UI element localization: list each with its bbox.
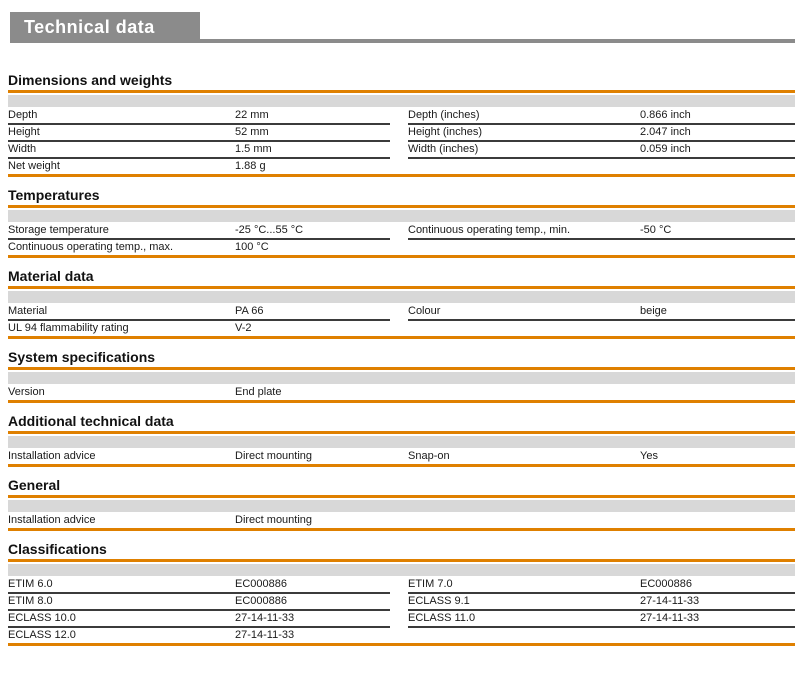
spec-row [8, 125, 390, 142]
spec-value: -50 °C [640, 224, 672, 236]
spec-value: beige [640, 305, 667, 317]
section-material-data [8, 268, 795, 339]
spec-row [8, 594, 390, 611]
spec-row [8, 321, 390, 336]
spec-label: Net weight [8, 160, 60, 172]
spec-label: UL 94 flammability rating [8, 322, 129, 334]
spec-label: Storage temperature [8, 224, 109, 236]
spec-table-right [408, 304, 795, 336]
section-title: Temperatures [8, 187, 100, 203]
spec-value: 0.059 inch [640, 143, 691, 155]
spec-table-right [408, 108, 795, 174]
spec-row [8, 159, 390, 174]
spec-row [8, 628, 390, 643]
spec-row [408, 108, 795, 125]
spec-value: 27-14-11-33 [640, 612, 700, 624]
spec-label: Depth [8, 109, 38, 121]
spec-table-left [8, 108, 390, 174]
spec-row [8, 513, 390, 528]
spec-row [8, 385, 390, 400]
spec-value: End plate [235, 386, 282, 398]
spec-row [8, 108, 390, 125]
spec-row [408, 594, 795, 611]
spec-label: ECLASS 10.0 [8, 612, 76, 624]
section-title-rule [8, 286, 795, 289]
section-end-rule [8, 174, 795, 177]
spec-row [8, 142, 390, 159]
spec-row [8, 223, 390, 240]
spec-row [8, 240, 390, 255]
spec-value: 27-14-11-33 [235, 629, 295, 641]
spec-row [408, 611, 795, 628]
spec-label: Installation advice [8, 514, 96, 526]
spec-value: -25 °C...55 °C [235, 224, 304, 236]
spec-columns [8, 304, 795, 336]
spec-row [8, 449, 390, 464]
section-title: Dimensions and weights [8, 72, 173, 88]
spec-label: ECLASS 9.1 [408, 595, 470, 607]
spec-table-left [8, 304, 390, 336]
spec-label: ETIM 7.0 [408, 578, 453, 590]
spec-label: Continuous operating temp., min. [408, 224, 571, 236]
spec-table-left [8, 385, 390, 400]
spec-value: EC000886 [235, 595, 287, 607]
spec-label: ETIM 6.0 [8, 578, 53, 590]
section-header-band [8, 210, 795, 222]
spec-table-right [408, 449, 795, 464]
section-general [8, 477, 795, 531]
spec-value: 52 mm [235, 126, 269, 138]
spec-row [408, 125, 795, 142]
spec-label: Material [8, 305, 48, 317]
title-underline-rule [200, 39, 795, 43]
spec-label: Height (inches) [408, 126, 482, 138]
spec-table-left [8, 577, 390, 643]
spec-value: 1.88 g [235, 160, 266, 172]
section-system-specifications [8, 349, 795, 403]
sections [8, 72, 795, 646]
section-title-rule [8, 367, 795, 370]
spec-table-right [408, 223, 795, 255]
section-title: Material data [8, 268, 94, 284]
spec-row [8, 577, 390, 594]
section-title-rule [8, 205, 795, 208]
spec-label: Width [8, 143, 37, 155]
spec-row [8, 611, 390, 628]
section-title: General [8, 477, 61, 493]
section-header-band [8, 436, 795, 448]
spec-label: Continuous operating temp., max. [8, 241, 174, 253]
spec-label: Width (inches) [408, 143, 479, 155]
spec-row [408, 449, 795, 464]
spec-value: 27-14-11-33 [235, 612, 295, 624]
spec-value: V-2 [235, 322, 252, 334]
spec-row [408, 223, 795, 240]
section-temperatures [8, 187, 795, 258]
section-end-rule [8, 464, 795, 467]
section-title-rule [8, 495, 795, 498]
spec-row [8, 304, 390, 321]
section-dimensions-and-weights [8, 72, 795, 177]
spec-value: 0.866 inch [640, 109, 691, 121]
spec-value: Direct mounting [235, 450, 313, 462]
section-end-rule [8, 336, 795, 339]
spec-label: ECLASS 11.0 [408, 612, 476, 624]
section-header-band [8, 372, 795, 384]
spec-row [408, 304, 795, 321]
spec-columns [8, 385, 795, 400]
section-title: Classifications [8, 541, 107, 557]
spec-label: ETIM 8.0 [8, 595, 53, 607]
spec-label: Depth (inches) [408, 109, 480, 121]
spec-columns [8, 449, 795, 464]
spec-table-right [408, 513, 795, 528]
spec-value: 1.5 mm [235, 143, 272, 155]
spec-columns [8, 108, 795, 174]
spec-value: 2.047 inch [640, 126, 691, 138]
section-header-band [8, 95, 795, 107]
spec-value: 22 mm [235, 109, 269, 121]
spec-row [408, 577, 795, 594]
spec-label: Installation advice [8, 450, 96, 462]
spec-row [408, 142, 795, 159]
spec-table-right [408, 385, 795, 400]
section-end-rule [8, 400, 795, 403]
section-classifications [8, 541, 795, 646]
spec-value: Direct mounting [235, 514, 313, 526]
spec-columns [8, 577, 795, 643]
spec-label: ECLASS 12.0 [8, 629, 76, 641]
spec-table-right [408, 577, 795, 643]
spec-columns [8, 513, 795, 528]
section-end-rule [8, 528, 795, 531]
spec-value: EC000886 [235, 578, 287, 590]
section-end-rule [8, 255, 795, 258]
spec-label: Colour [408, 305, 441, 317]
spec-table-left [8, 223, 390, 255]
section-title: Additional technical data [8, 413, 174, 429]
page-title-bar [10, 12, 795, 43]
section-header-band [8, 291, 795, 303]
section-title-rule [8, 559, 795, 562]
spec-value: Yes [640, 450, 658, 462]
spec-table-left [8, 449, 390, 464]
spec-columns [8, 223, 795, 255]
section-title-rule [8, 431, 795, 434]
section-header-band [8, 500, 795, 512]
section-header-band [8, 564, 795, 576]
spec-table-left [8, 513, 390, 528]
spec-value: 100 °C [235, 241, 269, 253]
spec-value: PA 66 [235, 305, 264, 317]
spec-label: Version [8, 386, 45, 398]
spec-value: 27-14-11-33 [640, 595, 700, 607]
section-title-rule [8, 90, 795, 93]
page-title: Technical data [10, 12, 200, 43]
section-additional-technical-data [8, 413, 795, 467]
section-title: System specifications [8, 349, 156, 365]
spec-label: Snap-on [408, 450, 450, 462]
spec-label: Height [8, 126, 40, 138]
section-end-rule [8, 643, 795, 646]
spec-value: EC000886 [640, 578, 692, 590]
